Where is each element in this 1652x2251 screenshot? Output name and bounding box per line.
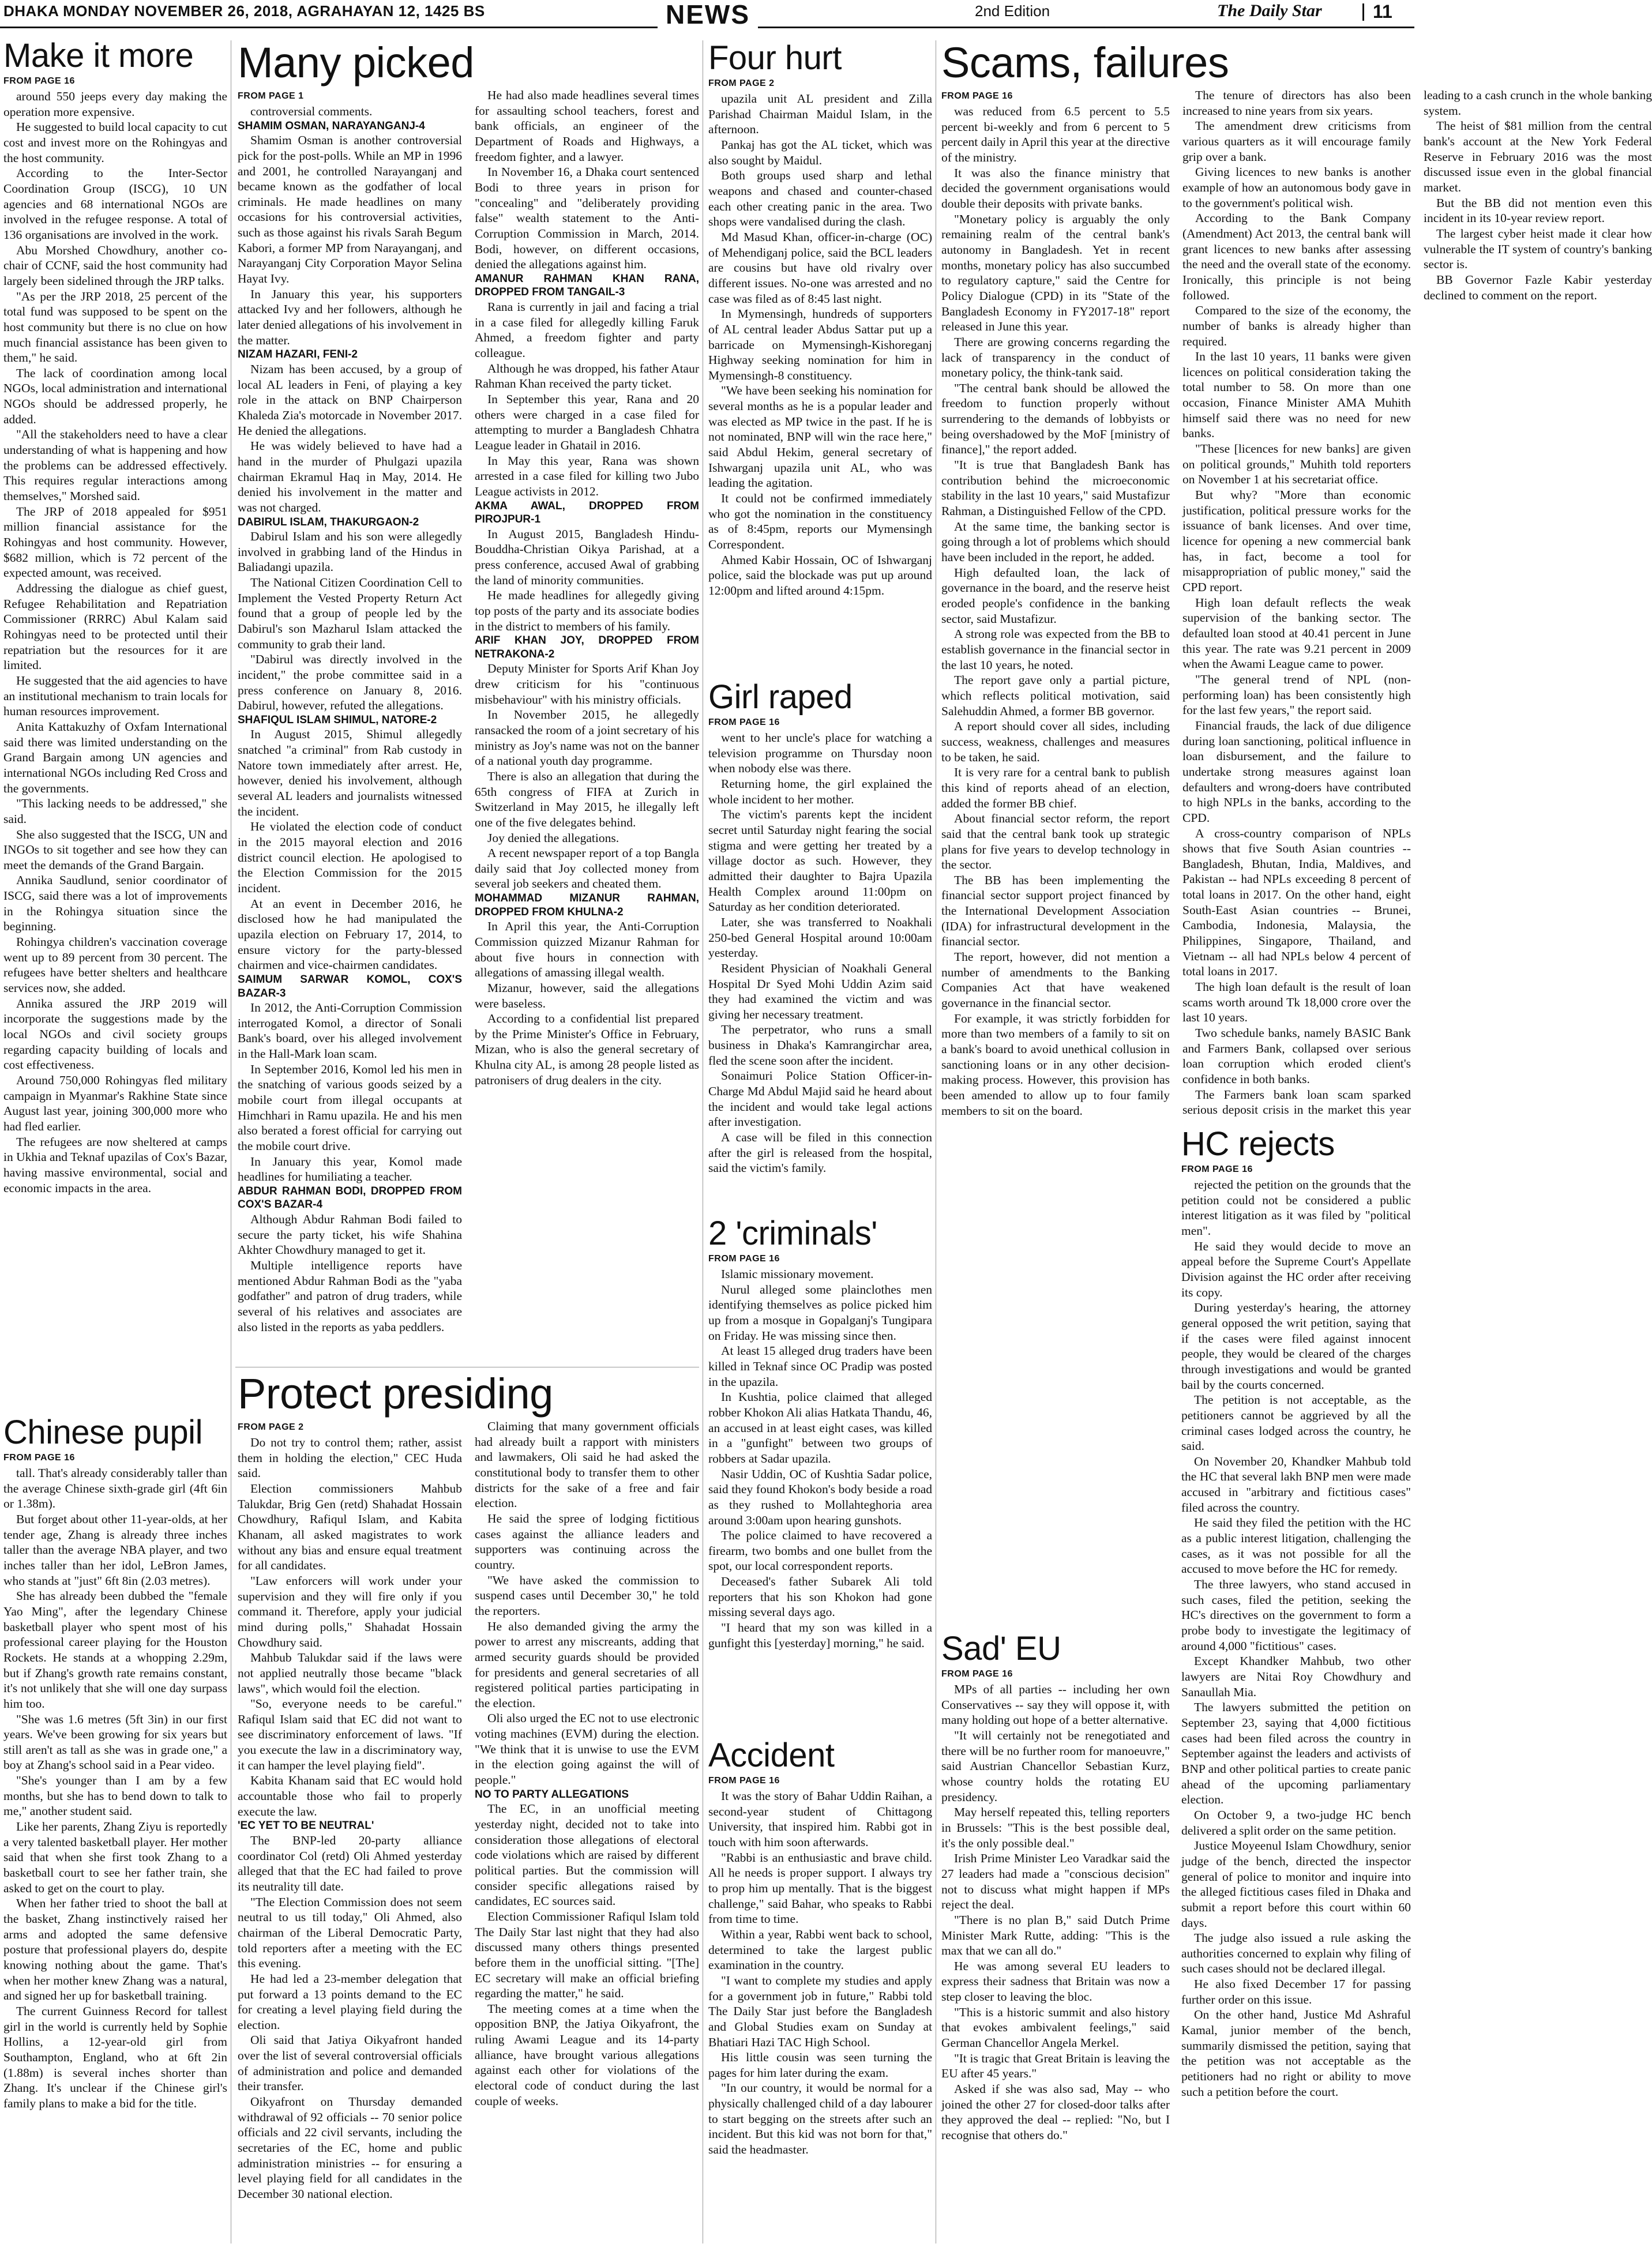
page-masthead bbox=[0, 0, 1414, 28]
story-paragraph: MPs of all parties -- including her own Conservatives -- say they will oppose it, with many holding out hope of a better alternative. bbox=[941, 1682, 1170, 1727]
story-paragraph: Rana is currently in jail and facing a trial in a case filed for allegedly killing Faruk Ahmed, a freedom fighter and party colleague. bbox=[475, 299, 699, 360]
story-kicker: FROM PAGE 2 bbox=[238, 1422, 304, 1432]
story-paragraph: The tenure of directors has also been increased to nine years from six years. bbox=[1182, 88, 1411, 118]
story-paragraph: Dabirul Islam and his son were allegedly involved in grabbing land of the Hindus in Baliadangi upazila. bbox=[238, 529, 462, 574]
story-paragraph: In August 2015, Bangladesh Hindu-Bouddha-Christian Oikya Parishad, at a press conference, accused Awal of grabbing the land of minority communities. bbox=[475, 527, 699, 587]
story-paragraph: He violated the election code of conduct in the 2015 mayoral election and 2016 district council election. He apologised to the Election Commission for the 2015 incident. bbox=[238, 820, 462, 896]
story-paragraph: But the BB did not mention even this incident in its 10-year review report. bbox=[1424, 196, 1652, 226]
story-kicker: FROM PAGE 16 bbox=[3, 76, 75, 86]
story-paragraph: Asked if she was also sad, May -- who joined the other 27 for closed-door talks after they approved the deal -- replied: "No, but I recognise that others do." bbox=[941, 2082, 1170, 2143]
story-headline: 2 'criminals' bbox=[708, 1215, 877, 1252]
story-paragraph: Justice Moyeenul Islam Chowdhury, senior judge of the bench, directed the inspector general of police to monitor and inquire into the alleged fictitious cases filed in Dhaka and submit a report before this court within 60 days. bbox=[1181, 1839, 1411, 1930]
story-paragraph: He was widely believed to have had a hand in the murder of Phulgazi upazila chairman Ekramul Haq in May, 2014. He denied his involvement in the matter and was not charged. bbox=[238, 439, 462, 514]
story-paragraph: "It will certainly not be renegotiated and there will be no further room for manoeuvre," said Austrian Chancellor Sebastian Kurz, whose country holds the rotating EU presidency. bbox=[941, 1728, 1170, 1804]
story-paragraph: upazila unit AL president and Zilla Parishad Chairman Maidul Islam, in the afternoon. bbox=[708, 92, 932, 137]
story-paragraph: In Mymensingh, hundreds of supporters of AL central leader Abdus Sattar put up a barricade on Mymensingh-Kishoreganj Highway seeking nomination for him in Mymensingh-8 constituency. bbox=[708, 307, 932, 382]
story-paragraph: The Farmers bank loan scam sparked serious deposit crisis in the market this year leading to a cash crunch in the whole banking system. bbox=[1182, 88, 1652, 1117]
story-subhead: DABIRUL ISLAM, THAKURGAON-2 bbox=[238, 516, 419, 528]
story-paragraph: Shamim Osman is another controversial pick for the post-polls. While an MP in 1996 and 2001, he controlled Narayanganj and became known as the godfather of local criminals. He made headlines on many occasions for his controversial activities, such as those against his rivals Sarah Begum Kabori, a former MP from Narayanganj, and Narayanganj City Corporation Mayor Selina Hayat Ivy. bbox=[238, 133, 462, 286]
story-paragraph: According to the Inter-Sector Coordination Group (ISCG), 10 UN agencies and 68 international NGOs are involved in the refugee response. A total of 136 organisations are involved in the work. bbox=[3, 166, 227, 242]
section-name: NEWS bbox=[658, 0, 758, 30]
story-paragraph: In the last 10 years, 11 banks were given licences on political consideration taking the total number to 58. On more than one occasion, Finance Minister AMA Muhith himself said there was no need for new banks. bbox=[1182, 350, 1411, 441]
story-paragraph: Mizanur, however, said the allegations were baseless. bbox=[475, 980, 699, 1010]
story-headline: Make it more bbox=[3, 37, 194, 74]
story-kicker: FROM PAGE 1 bbox=[238, 91, 304, 101]
story-paragraph: The National Citizen Coordination Cell to Implement the Vested Property Return Act found that a group of people led by the Dabirul's son Mazharul Islam attacked the community to grab their land. bbox=[238, 576, 462, 651]
story-kicker: FROM PAGE 16 bbox=[1181, 1164, 1253, 1174]
story-subhead: SAIMUM SARWAR KOMOL, COX'S BAZAR-3 bbox=[238, 973, 462, 999]
story-accident bbox=[708, 1739, 932, 2246]
story-paragraph: He had led a 23-member delegation that put forward a 13 points demand to the EC for creating a level playing field during the election. bbox=[238, 1971, 462, 2032]
story-paragraph: Irish Prime Minister Leo Varadkar said the 27 leaders had made a "conscious decision" not to discuss what might happen if MPs reject the deal. bbox=[941, 1851, 1170, 1912]
story-paragraph: was reduced from 6.5 percent to 5.5 percent bi-weekly and from 6 percent to 5 percent daily in April this year at the directive of the ministry. bbox=[941, 104, 1170, 164]
story-paragraph: A strong role was expected from the BB to establish governance in the financial sector in the last 10 years, he noted. bbox=[941, 627, 1170, 672]
story-paragraph: In April this year, the Anti-Corruption Commission quizzed Mizanur Rahman for about five hours in connection with allegations of amassing illegal wealth. bbox=[475, 919, 699, 980]
story-paragraph: The BNP-led 20-party alliance coordinator Col (retd) Oli Ahmed yesterday alleged that that the EC had failed to prove its neutrality till date. bbox=[238, 1833, 462, 1893]
story-paragraph: "There is no plan B," said Dutch Prime Minister Mark Rutte, adding: "This is the max that we can all do." bbox=[941, 1912, 1170, 1958]
story-paragraph: Oikyafront on Thursday demanded withdrawal of 92 officials -- 70 senior police officials and 22 civil servants, including the secretaries of the EC, home and public administration ministries -- for ensuring a level playing field for all candidates in the December 30 national election. bbox=[238, 2095, 462, 2201]
story-paragraph: There is also an allegation that during the 65th congress of FIFA at Zurich in Switzerland in May 2015, he illegally left one of the five delegates behind. bbox=[475, 769, 699, 829]
story-paragraph: High loan default reflects the weak supervision of the banking sector. The defaulted loan stood at 40.41 percent in June this year. The rate was 9.21 percent in 2009 when the Awami League came to power. bbox=[1182, 595, 1411, 671]
story-subhead: AKMA AWAL, DROPPED FROM PIROJPUR-1 bbox=[475, 499, 699, 526]
story-paragraph: It could not be confirmed immediately who got the nomination in the constituency as of 8:45pm, reports our Mymensingh Correspondent. bbox=[708, 491, 932, 552]
story-paragraph: Although Abdur Rahman Bodi failed to secure the party ticket, his wife Shahina Akhter Chowdhury managed to get it. bbox=[238, 1212, 462, 1257]
masthead-divider bbox=[1362, 3, 1364, 21]
story-subhead: ABDUR RAHMAN BODI, DROPPED FROM COX'S BAZAR-4 bbox=[238, 1185, 462, 1211]
story-paragraph: He had also made headlines several times for assaulting school teachers, forest and bank officials, an engineer of the Department of Roads and Highways, a freedom fighter, and a lawyer. bbox=[475, 88, 699, 164]
story-paragraph: At least 15 alleged drug traders have been killed in Teknaf since OC Pradip was posted in the upazila. bbox=[708, 1344, 932, 1389]
story-paragraph: The report, however, did not mention a number of amendments to the Banking Companies Act that have weakened governance in the financial sector. bbox=[941, 950, 1170, 1010]
story-paragraph: "She was 1.6 metres (5ft 3in) in our first years. We've been growing for six years but still aren't as tall as she was in grade one," a boy at Zhang's school said in a Pear video. bbox=[3, 1712, 227, 1772]
story-paragraph: Although he was dropped, his father Ataur Rahman Khan received the party ticket. bbox=[475, 361, 699, 391]
story-paragraph: A case will be filed in this connection after the girl is released from the hospital, said the victim's family. bbox=[708, 1130, 932, 1175]
story-sad-eu bbox=[941, 1632, 1170, 2246]
story-body bbox=[3, 1465, 227, 2111]
story-paragraph: "I want to complete my studies and apply for a government job in future," Rabbi told The Daily Star just before the Bangladesh and Global Studies exam on Sunday at Bhatiari Hazi TAC High School. bbox=[708, 1973, 932, 2049]
story-headline: Scams, failures bbox=[941, 39, 1229, 87]
story-paragraph: Compared to the size of the economy, the number of banks is already higher than required. bbox=[1182, 303, 1411, 348]
story-headline: Accident bbox=[708, 1737, 835, 1774]
story-body bbox=[941, 1682, 1170, 2143]
story-kicker: FROM PAGE 16 bbox=[708, 1776, 780, 1786]
story-paragraph: Deceased's father Subarek Ali told reporters that his son Khokon had gone missing several days ago. bbox=[708, 1574, 932, 1619]
story-paragraph: "As per the JRP 2018, 25 percent of the total fund was supposed to be spent on the host community but there is no clue on how much financial assistance has been given to them," he said. bbox=[3, 289, 227, 365]
story-paragraph: According to a confidential list prepared by the Prime Minister's Office in February, Mizan, who is also the general secretary of Khulna city AL, is among 28 people listed as patronisers of drug dealers in the city. bbox=[475, 1012, 699, 1087]
story-paragraph: Nizam has been accused, by a group of local AL leaders in Feni, of playing a key role in the attack on BNP Chairperson Khaleda Zia's motorcade in November 2017. He denied the allegations. bbox=[238, 362, 462, 438]
story-paragraph: Around 750,000 Rohingyas fled military campaign in Myanmar's Rakhine State since August last year, joining 300,000 more who had fled earlier. bbox=[3, 1073, 227, 1133]
story-body bbox=[238, 1419, 699, 2226]
story-paragraph: controversial comments. bbox=[250, 104, 373, 118]
story-paragraph: Sonaimuri Police Station Officer-in-Charge Md Abdul Majid said he heard about the incident and would take legal actions after investigation. bbox=[708, 1069, 932, 1129]
story-paragraph: Within a year, Rabbi went back to school, determined to take the largest public examination in the country. bbox=[708, 1927, 932, 1972]
story-paragraph: The heist of $81 million from the central bank's account at the New York Federal Reserve in February 2016 was the most discussed issue even in the global financial market. bbox=[1424, 119, 1652, 194]
story-paragraph: BB Governor Fazle Kabir yesterday declined to comment on the report. bbox=[1424, 272, 1652, 302]
story-paragraph: Election Commissioner Rafiqul Islam told The Daily Star last night that they had also discussed many others things presented before them in the unofficial sitting. "[The] EC secretary will make an official briefing regarding the matter," he said. bbox=[475, 1909, 699, 2001]
story-paragraph: The refugees are now sheltered at camps in Ukhia and Teknaf upazilas of Cox's Bazar, having massive environmental, social and economic impacts in the area. bbox=[3, 1134, 227, 1195]
story-paragraph: Islamic missionary movement. bbox=[721, 1267, 874, 1281]
edition-label: 2nd Edition bbox=[975, 2, 1050, 20]
story-paragraph: In May this year, Rana was shown arrested in a case filed for killing two Jubo League activists in 2012. bbox=[475, 453, 699, 498]
story-subhead: SHAFIQUL ISLAM SHIMUL, NATORE-2 bbox=[238, 713, 437, 726]
story-paragraph: "Law enforcers will work under your supervision and they will fire only if you command it. Therefore, apply your judicial mind during polls," Shahadat Hossain Chowdhury said. bbox=[238, 1573, 462, 1649]
story-paragraph: Oli said that Jatiya Oikyafront handed over the list of several controversial officials of administration and police and demanded their transfer. bbox=[238, 2033, 462, 2094]
story-paragraph: Abu Morshed Chowdhury, another co-chair of CCNF, said the host community had largely been sidelined through the JRP talks. bbox=[3, 243, 227, 288]
story-paragraph: "The Election Commission does not seem neutral to us till today," Oli Ahmed, also chairman of the Liberal Democratic Party, told reporters after a meeting with the EC this evening. bbox=[238, 1895, 462, 1971]
story-paragraph: In August 2015, Shimul allegedly snatched "a criminal" from Rab custody in Natore town immediately after arrest. He, however, denied his involvement, although several AL leaders and journalists witnessed the incident. bbox=[238, 727, 462, 818]
story-paragraph: Except Khandker Mahbub, two other lawyers are Nitai Roy Chowdhury and Sanaullah Mia. bbox=[1181, 1654, 1411, 1699]
story-paragraph: tall. That's already considerably taller than the average Chinese sixth-grade girl (4ft 6in or 1.38m). bbox=[3, 1466, 227, 1511]
story-paragraph: Returning home, the girl explained the whole incident to her mother. bbox=[708, 776, 932, 806]
story-paragraph: The JRP of 2018 appealed for $951 million financial assistance for the Rohingyas and host community. However, $682 million, which is 72 percent of the expected amount, was received. bbox=[3, 504, 227, 580]
story-paragraph: She also suggested that the ISCG, UN and INGOs to sit together and see how they can meet the demands of the Grand Bargain. bbox=[3, 827, 227, 872]
story-paragraph: The lack of coordination among local NGOs, local administration and international NGOs should be addressed properly, he added. bbox=[3, 366, 227, 426]
story-headline: Many picked bbox=[238, 39, 474, 87]
story-paragraph: The three lawyers, who stand accused in such cases, filed the petition, seeking the HC's directives on the government to form a probe body to investigate the legitimacy of around 4,000 "fictitious" cases. bbox=[1181, 1577, 1411, 1653]
story-paragraph: It is very rare for a central bank to publish this kind of reports ahead of an election, added the former BB chief. bbox=[941, 765, 1170, 810]
story-paragraph: He made headlines for allegedly giving top posts of the party and its associate bodies in the district to members of his family. bbox=[475, 588, 699, 633]
story-paragraph: About financial sector reform, the report said that the central bank took up strategic plans for five years to develop technology in the sector. bbox=[941, 811, 1170, 872]
story-paragraph: "She's younger than I am by a few months, but she has to bend down to talk to me," another student said. bbox=[3, 1773, 227, 1818]
story-paragraph: Kabita Khanam said that EC would hold accountable those who fail to properly execute the law. bbox=[238, 1773, 462, 1818]
story-paragraph: Annika Saudlund, senior coordinator of ISCG, said there was a lot of improvements in the Rohingya situation since the beginning. bbox=[3, 873, 227, 934]
story-subhead: MOHAMMAD MIZANUR RAHMAN, DROPPED FROM KHULNA-2 bbox=[475, 892, 699, 918]
story-paragraph: At an event in December 2016, he disclosed how he had manipulated the upazila election on February 17, 2014, to ensure victory for the party-blessed chairmen and vice-chairmen candidates. bbox=[238, 896, 462, 972]
story-paragraph: The perpetrator, who runs a small business in Dhaka's Kamrangirchar area, fled the scene soon after the incident. bbox=[708, 1023, 932, 1068]
dateline: DHAKA MONDAY NOVEMBER 26, 2018, AGRAHAYAN 12, 1425 BS bbox=[3, 2, 485, 20]
story-paragraph: "This lacking needs to be addressed," she said. bbox=[3, 796, 227, 826]
story-paragraph: The high loan default is the result of loan scams worth around Tk 18,000 crore over the last 10 years. bbox=[1182, 980, 1411, 1025]
story-paragraph: He was among several EU leaders to express their sadness that Britain was now a step closer to leaving the bloc. bbox=[941, 1959, 1170, 2004]
story-protect-presiding bbox=[238, 1370, 699, 2246]
story-paragraph: On the other hand, Justice Md Ashraful Kamal, junior member of the bench, summarily dismissed the petition, saying that the petition was not acceptable as the petitioners had no right or ability to move such a petition before the court. bbox=[1181, 2008, 1411, 2099]
story-kicker: FROM PAGE 16 bbox=[708, 717, 780, 727]
story-paragraph: Joy denied the allegations. bbox=[487, 830, 620, 845]
story-make-it-more bbox=[3, 39, 227, 1412]
story-paragraph: A recent newspaper report of a top Bangla daily said that Joy collected money from several job seekers and cheated them. bbox=[475, 846, 699, 891]
story-body bbox=[941, 88, 1652, 1120]
story-paragraph: The meeting comes at a time when the opposition BNP, the Jatiya Oikyafront, the ruling Awami League and its 14-party alliance, have brought various allegations against each other for violations of the electoral code of conduct during the last couple of weeks. bbox=[475, 2001, 699, 2108]
story-paragraph: A cross-country comparison of NPLs shows that five South Asian countries -- Bangladesh, Bhutan, India, Maldives, and Pakistan -- had NPLs exceeding 8 percent of total loans in 2017. On the other hand, eight South-East Asian countries -- Brunei, Cambodia, Indonesia, Malaysia, the Philippines, Singapore, Thailand, and Vietnam -- all had NPLs below 4 percent of total loans in 2017. bbox=[1182, 826, 1411, 979]
story-subhead: SHAMIM OSMAN, NARAYANGANJ-4 bbox=[238, 119, 425, 132]
story-paragraph: Do not try to control them; rather, assist them in holding the election," CEC Huda said. bbox=[238, 1435, 462, 1480]
story-headline: Chinese pupil bbox=[3, 1414, 202, 1451]
story-paragraph: During yesterday's hearing, the attorney general opposed the writ petition, saying that if the cases were filed against innocent people, they would be cleared of the charges through investigations and would be granted bail by the courts concerned. bbox=[1181, 1301, 1411, 1392]
story-paragraph: went to her uncle's place for watching a television programme on Thursday noon when nobody else was there. bbox=[708, 731, 932, 776]
story-paragraph: He suggested to build local capacity to cut cost and invest more on the Rohingyas and the host community. bbox=[3, 120, 227, 165]
story-paragraph: The victim's parents kept the incident secret until Saturday night fearing the social stigma and were getting her treated by a village doctor as such. However, they admitted their daughter to Bajra Upazila Health Complex around 11:00pm on Saturday as her condition deteriorated. bbox=[708, 807, 932, 914]
story-body bbox=[238, 88, 699, 1339]
story-paragraph: He also fixed December 17 for passing further order on this issue. bbox=[1181, 1977, 1411, 2006]
story-paragraph: Oli also urged the EC not to use electronic voting machines (EVM) during the election. "We think that it is unwise to use the EVM in the election going against the will of people." bbox=[475, 1711, 699, 1787]
story-paragraph: When her father tried to shoot the ball at the basket, Zhang instinctively raised her arms and adopted the same defensive posture that professional players do, despite knowing nothing about the game. That's when her mother knew Zhang was a natural, and signed her up for basketball training. bbox=[3, 1896, 227, 2003]
story-headline: HC rejects bbox=[1181, 1125, 1335, 1163]
story-paragraph: But forget about other 11-year-olds, at her tender age, Zhang is already three inches taller than the average NBA player, and two inches taller than her idol, LeBron James, who stands at "just" 6ft 8in (2.03 metres). bbox=[3, 1512, 227, 1588]
story-paragraph: The police claimed to have recovered a firearm, two bombs and one bullet from the spot, our local correspondent reports. bbox=[708, 1528, 932, 1573]
story-paragraph: In November 16, a Dhaka court sentenced Bodi to three years in prison for "concealing" and "deliberately providing false" wealth statement to the Anti-Corruption Commission in March, 2014. Bodi, however, on different occasions, denied the allegations against him. bbox=[475, 165, 699, 272]
story-paragraph: In January this year, his supporters attacked Ivy and her followers, although he later denied allegations of his involvement in the matter. bbox=[238, 287, 462, 347]
story-paragraph: The judge also issued a rule asking the authorities concerned to explain why filing of such cases should not be declared illegal. bbox=[1181, 1931, 1411, 1976]
story-chinese-pupil bbox=[3, 1416, 227, 2246]
story-paragraph: In November 2015, he allegedly ransacked the room of a joint secretary of his ministry as Joy's name was not on the banner of a national youth day programme. bbox=[475, 708, 699, 768]
story-kicker: FROM PAGE 16 bbox=[941, 1669, 1013, 1679]
story-paragraph: "I heard that my son was killed in a gunfight this [yesterday] morning," he said. bbox=[708, 1621, 932, 1650]
story-two-criminals bbox=[708, 1217, 932, 1736]
story-paragraph: The current Guinness Record for tallest girl in the world is currently held by Sophie Hollins, a 12-year-old girl from Southampton, England, who at 6ft 2in (1.88m) is several inches shorter than Zhang. It's unclear if the Chinese girl's family plans to make a bid for the title. bbox=[3, 2004, 227, 2110]
story-paragraph: At the same time, the banking sector is going through a lot of problems which should have been included in the report, he added. bbox=[941, 519, 1170, 565]
story-paragraph: Addressing the dialogue as chief guest, Refugee Rehabilitation and Repatriation Commissioner (RRRC) Abul Kalam said Rohingyas need to be protected until their repatriation but the resources for it are limited. bbox=[3, 581, 227, 672]
paper-logo: The Daily Star bbox=[1217, 1, 1322, 20]
story-paragraph: rejected the petition on the grounds that the petition could not be considered a public interest litigation as it was filed by "political men". bbox=[1181, 1178, 1411, 1238]
story-paragraph: "In our country, it would be normal for a physically challenged child of a day labourer to start begging on the streets after such an incident. But this kid was not born for that," said the headmaster. bbox=[708, 2081, 932, 2157]
story-paragraph: May herself repeated this, telling reporters in Brussels: "This is the best possible deal, it's the only possible deal." bbox=[941, 1805, 1170, 1850]
story-paragraph: Financial frauds, the lack of due diligence during loan sanctioning, political influence in loan disbursement, and the failure to undertake strong measures against loan defaulters and wrong-doers have contributed to high NPLs in the banks, according to the CPD. bbox=[1182, 718, 1411, 825]
story-paragraph: Nurul alleged some plainclothes men identifying themselves as police picked him up from a mosque in Gopalganj's Tungipara on Friday. He was missing since then. bbox=[708, 1282, 932, 1343]
story-paragraph: Pankaj has got the AL ticket, which was also sought by Maidul. bbox=[708, 137, 932, 167]
story-paragraph: The report gave only a partial picture, which reflects political motivation, said Salehuddin Ahmed, a former BB governor. bbox=[941, 673, 1170, 718]
story-paragraph: around 550 jeeps every day making the operation more expensive. bbox=[3, 89, 227, 119]
story-paragraph: He also demanded giving the army the power to arrest any miscreants, adding that armed security guards should be provided for presidents and general secretaries of all registered political parties participating in the election. bbox=[475, 1619, 699, 1710]
story-paragraph: Anita Kattakuzhy of Oxfam International said there was limited understanding on the Grand Bargain among UN agencies and international NGOs including Red Cross and the governments. bbox=[3, 719, 227, 795]
story-paragraph: "The general trend of NPL (non-performing loan) has been consistently high for the last few years," the report said. bbox=[1182, 672, 1411, 717]
story-paragraph: The BB has been implementing the financial sector support project financed by the International Development Association (IDA) for infrastructural development in the financial sector. bbox=[941, 873, 1170, 949]
story-paragraph: The petition is not acceptable, as the petitioners cannot be aggrieved by all the criminal cases lodged across the country, he said. bbox=[1181, 1393, 1411, 1453]
story-subhead: ARIF KHAN JOY, DROPPED FROM NETRAKONA-2 bbox=[475, 634, 699, 660]
story-paragraph: A report should cover all sides, including success, weakness, challenges and measures to be taken, he said. bbox=[941, 719, 1170, 764]
story-body bbox=[708, 91, 932, 599]
story-paragraph: On November 20, Khandker Mahbub told the HC that several lakh BNP men were made accused in "arbitrary and fictitious cases" filed across the country. bbox=[1181, 1454, 1411, 1515]
story-paragraph: In September this year, Rana and 20 others were charged in a case filed for attempting to murder a Bangladesh Chhatra League leader in Ghatail in 2016. bbox=[475, 392, 699, 452]
story-paragraph: In 2012, the Anti-Corruption Commission interrogated Komol, a director of Sonali Bank's board, over his alleged involvement in the Hall-Mark loan scam. bbox=[238, 1001, 462, 1061]
story-body bbox=[708, 730, 932, 1176]
story-body bbox=[708, 1267, 932, 1651]
story-headline: Sad' EU bbox=[941, 1630, 1061, 1667]
story-subhead: NIZAM HAZARI, FENI-2 bbox=[238, 348, 358, 361]
story-headline: Four hurt bbox=[708, 39, 842, 77]
story-paragraph: Md Masud Khan, officer-in-charge (OC) of Mehendiganj police, said the BCL leaders are cousins but have old rivalry over different issues. No-one was arrested and no case was filed as of 8:45 last night. bbox=[708, 230, 932, 306]
story-kicker: FROM PAGE 2 bbox=[708, 78, 775, 88]
story-paragraph: Resident Physician of Noakhali General Hospital Dr Syed Mohi Uddin Azim said they had examined the victim and was giving her necessary treatment. bbox=[708, 961, 932, 1021]
story-subhead: NO TO PARTY ALLEGATIONS bbox=[475, 1788, 629, 1801]
story-paragraph: Both groups used sharp and lethal weapons and chased and counter-chased each other creating panic in the area. Two shops were vandalised during the clash. bbox=[708, 168, 932, 229]
story-paragraph: There are growing concerns regarding the lack of transparency in the conduct of monetary policy, the think-tank said. bbox=[941, 335, 1170, 380]
story-headline: Girl raped bbox=[708, 678, 853, 716]
story-paragraph: "Dabirul was directly involved in the incident," the probe committee said in a press conference on January 8, 2016. Dabirul, however, refuted the allegations. bbox=[238, 652, 462, 713]
story-paragraph: Election commissioners Mahbub Talukdar, Brig Gen (retd) Shahadat Hossain Chowdhury, Rafiqul Islam, and Kabita Khanam, all asked magistrates to work without any bias and ensure equal treatment for all candidates. bbox=[238, 1481, 462, 1573]
story-paragraph: Later, she was transferred to Noakhali 250-bed General Hospital around 10:00am yesterday. bbox=[708, 915, 932, 960]
story-paragraph: Deputy Minister for Sports Arif Khan Joy drew criticism for his "continuous misbehaviour" with his ministry officials. bbox=[475, 662, 699, 707]
story-paragraph: He suggested that the aid agencies to have an institutional mechanism to train locals for human resources improvement. bbox=[3, 673, 227, 719]
story-paragraph: "It is true that Bangladesh Bank has contribution behind the microeconomic stability in the last 10 years," said Mustafizur Rahman, a Distinguished Fellow of the CPD. bbox=[941, 458, 1170, 518]
story-paragraph: "These [licences for new banks] are given on political grounds," Muhith told reporters on November 1 at his secretariat office. bbox=[1182, 442, 1411, 487]
story-paragraph: "Monetary policy is arguably the only remaining realm of the central bank's autonomy in Bangladesh. Yet in recent months, monetary policy has also succumbed to regulatory capture," said the Centre for Policy Dialogue (CPD) in its "State of the Bangladesh Economy in FY2017-18" report released in June this year. bbox=[941, 212, 1170, 334]
story-girl-raped bbox=[708, 678, 932, 1211]
story-paragraph: Mahbub Talukdar said if the laws were not applied neutrally those became "black laws", which would foil the election. bbox=[238, 1651, 462, 1696]
story-paragraph: Giving licences to new banks is another example of how an autonomous body gave in to the government's political wish. bbox=[1182, 165, 1411, 210]
story-paragraph: It was the story of Bahar Uddin Raihan, a second-year student of Chittagong University, that inspired him. Rabbi got in touch with him soon afterwards. bbox=[708, 1789, 932, 1849]
story-paragraph: The largest cyber heist made it clear how vulnerable the IT system of country's banking sector is. bbox=[1424, 226, 1652, 272]
story-paragraph: In Kushtia, police claimed that alleged robber Khokon Ali alias Hatkata Thandu, 46, an accused in at least eight cases, was killed in a "gunfight" between two groups of robbers at Sadar upazila. bbox=[708, 1390, 932, 1465]
story-paragraph: Annika assured the JRP 2019 will incorporate the suggestions made by the local NGOs and civil society groups regarding capacity building of locals and cost effectiveness. bbox=[3, 996, 227, 1072]
story-paragraph: The amendment drew criticisms from various quarters as it will encourage family grip over a bank. bbox=[1182, 119, 1411, 164]
story-paragraph: The lawyers submitted the petition on September 23, saying that 4,000 fictitious cases had been filed across the country in September against the leaders and activists of BNP and other political parties to create panic ahead of the upcoming parliamentary election. bbox=[1181, 1700, 1411, 1807]
story-paragraph: "It is tragic that Great Britain is leaving the EU after 45 years." bbox=[941, 2051, 1170, 2081]
story-subhead: 'EC YET TO BE NEUTRAL' bbox=[238, 1820, 374, 1832]
page-number: 11 bbox=[1373, 1, 1392, 22]
story-kicker: FROM PAGE 16 bbox=[3, 1453, 75, 1463]
story-paragraph: Claiming that many government officials had already built a rapport with ministers and lawmakers, Oli said he had asked the constitutional body to transfer them to other districts for the sake of a free and fair election. bbox=[475, 1419, 699, 1510]
story-four-hurt bbox=[708, 39, 932, 676]
story-body bbox=[1181, 1177, 1411, 2099]
story-paragraph: His little cousin was seen turning the pages for him later during the exam. bbox=[708, 2050, 932, 2080]
story-kicker: FROM PAGE 16 bbox=[708, 1254, 780, 1264]
story-paragraph: Multiple intelligence reports have mentioned Abdur Rahman Bodi as the "yaba godfather" and patron of drug traders, while several of his relatives and associates are also listed in the reports as yaba peddlers. bbox=[238, 1258, 462, 1334]
story-many-picked bbox=[238, 39, 699, 1362]
story-paragraph: He said they would decide to move an appeal before the Supreme Court's Appellate Division against the HC order after receiving its copy. bbox=[1181, 1239, 1411, 1299]
story-subhead: AMANUR RAHMAN KHAN RANA, DROPPED FROM TANGAIL-3 bbox=[475, 272, 699, 299]
story-body bbox=[708, 1788, 932, 2158]
story-paragraph: The EC, in an unofficial meeting yesterday night, decided not to take into consideration those allegations of electoral code violations which are raised by different political parties. But the commission will consider specific allegations raised by candidates, EC sources said. bbox=[475, 1802, 699, 1908]
story-paragraph: In January this year, Komol made headlines for humiliating a teacher. bbox=[238, 1154, 462, 1184]
story-paragraph: For example, it was strictly forbidden for more than two members of a family to sit on a bank's board to avoid unethical collusion in sanctioning loans or in any other decision-making process. However, this provision has been amended to allow up to four family members to sit on the board. bbox=[941, 1011, 1170, 1118]
story-paragraph: High defaulted loan, the lack of governance in the board, and the reserve heist eroded people's confidence in the banking sector, said Mustafizur. bbox=[941, 565, 1170, 626]
story-paragraph: "Rabbi is an enthusiastic and brave child. All he needs is proper support. I always try to prop him up mentally. That is the biggest challenge," said Bahar, who speaks to Rabbi from time to time. bbox=[708, 1850, 932, 1926]
story-paragraph: "So, everyone needs to be careful." Rafiqul Islam said that EC did not want to see discriminatory enforcement of laws. "If you execute the law in a discriminatory way, it can hamper the level playing field". bbox=[238, 1697, 462, 1772]
story-hc-rejects bbox=[1181, 1125, 1411, 2246]
story-paragraph: But why? "More than economic justification, political pressure works for the issuance of bank licenses. And over time, licence for opening a new commercial bank has, in fact, become a tool for misappropriation of public money," said the CPD report. bbox=[1182, 488, 1411, 594]
story-paragraph: "All the stakeholders need to have a clear understanding of what is happening and how the problems can be addressed effectively. This requires regular interactions among themselves," Morshed said. bbox=[3, 427, 227, 503]
story-paragraph: Nasir Uddin, OC of Kushtia Sadar police, said they found Khokon's body beside a road as they rushed to Mollahteghoria area around 3:00am upon hearing gunshots. bbox=[708, 1467, 932, 1527]
story-paragraph: Ahmed Kabir Hossain, OC of Ishwarganj police, said the blockade was put up around 12:00pm and lifted around 4:15pm. bbox=[708, 553, 932, 597]
story-paragraph: It was also the finance ministry that decided the government organisations would double their deposits with private banks. bbox=[941, 166, 1170, 211]
story-paragraph: On October 9, a two-judge HC bench delivered a split order on the same petition. bbox=[1181, 1807, 1411, 1837]
story-paragraph: "We have been seeking his nomination for several months as he is a popular leader and was elected as MP twice in the past. If he is not nominated, BNP will win the race here," said Abdul Hekim, general secretary of Ishwarganj upazila unit AL, who was leading the agitation. bbox=[708, 384, 932, 490]
story-headline: Protect presiding bbox=[238, 1370, 553, 1418]
story-paragraph: In September 2016, Komol led his men in the snatching of various goods seized by a mobile court from illegal occupants at Himchhari in Ramu upazila. He and his men also berated a forest official for carrying out the mobile court drive. bbox=[238, 1062, 462, 1153]
story-paragraph: Two schedule banks, namely BASIC Bank and Farmers Bank, collapsed over serious loan corruption which eroded client's confidence in both banks. bbox=[1182, 1026, 1411, 1086]
story-paragraph: Like her parents, Zhang Ziyu is reportedly a very talented basketball player. Her mother said that when she first took Zhang to a basketball court to see her father train, she asked to get on the court to play. bbox=[3, 1820, 227, 1895]
story-paragraph: She has already been dubbed the "female Yao Ming", after the legendary Chinese basketball player who spent most of his professional career playing for the Houston Rockets. He stands at a whopping 2.29m, but if Zhang's growth rate remains constant, it's not unlikely that she will one day surpass him too. bbox=[3, 1589, 227, 1711]
story-paragraph: "This is a historic summit and also history that evokes ambivalent feelings," said German Chancellor Angela Merkel. bbox=[941, 2005, 1170, 2050]
story-paragraph: "The central bank should be allowed the freedom to function properly without surrendering to the demands of lobbyists or being overshadowed by the MoF [ministry of finance]," the report added. bbox=[941, 381, 1170, 457]
story-paragraph: He said the spree of lodging fictitious cases against the alliance leaders and supporters was continuing across the country. bbox=[475, 1511, 699, 1572]
story-paragraph: He said they filed the petition with the HC as a public interest litigation, challenging the cases, as it was not possible for all the accused to move before the HC for remedy. bbox=[1181, 1516, 1411, 1576]
story-paragraph: Rohingya children's vaccination coverage went up to 89 percent from 30 percent. The refugees have better shelters and healthcare services now, she added. bbox=[3, 935, 227, 995]
story-scams-failures bbox=[941, 39, 1652, 1126]
story-body bbox=[3, 89, 227, 1196]
story-paragraph: "We have asked the commission to suspend cases until December 30," he told the reporters. bbox=[475, 1573, 699, 1618]
story-kicker: FROM PAGE 16 bbox=[941, 91, 1013, 101]
story-paragraph: According to the Bank Company (Amendment) Act 2013, the central bank will grant licences to new banks after assessing the need and the overall state of the economy. Ironically, this principle is not being followed. bbox=[1182, 211, 1411, 302]
